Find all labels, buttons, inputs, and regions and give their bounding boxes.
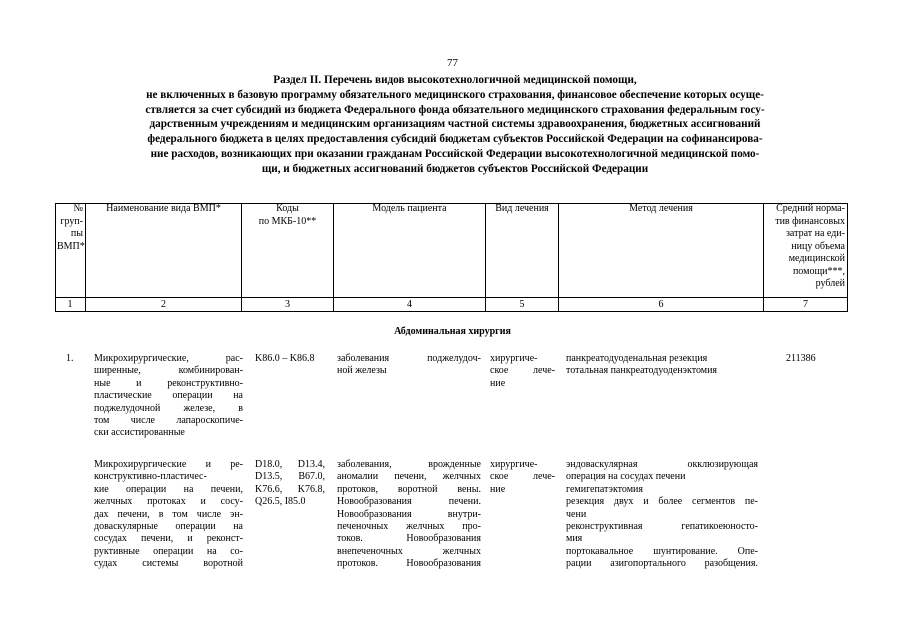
column-number: 4 [334, 298, 486, 311]
title-line: щи, и бюджетных ассигнований бюджетов субъектов Российской Федерации [261, 162, 649, 175]
row-treatment-type: хирургиче- ское лече- ние [490, 353, 555, 389]
header-vmp-name: Наименование вида ВМП* [86, 203, 242, 297]
title-line: Раздел II. Перечень видов высокотехнологичной медицинской помощи, [273, 74, 637, 86]
section-title [55, 73, 855, 177]
title-line: ствляется за счет субсидий из бюджета Федерального фонда обязательного медицинского страхования федеральным госу- [145, 103, 765, 116]
header-icd-codes: Коды по МКБ-10** [242, 203, 334, 297]
column-number: 1 [55, 298, 86, 311]
row-method: эндоваскулярная окклюзирующая операция на сосудах печени гемигепатэктомия резекция двух и более сегментов пе- чени реконструктивная гепатикоеюносто- мия портокавальное шунтирование. Опе- рации азигопортального разобщения. [566, 459, 758, 570]
row-icd-codes: K86.0 – K86.8 [255, 353, 315, 364]
row-method: панкреатодуоденальная резекция тотальная панкреатодуоденэктомия [566, 353, 718, 377]
row-icd-codes: D18.0, D13.4, D13.5, B67.0, K76.6, K76.8, Q26.5, I85.0 [255, 459, 325, 508]
number-row-divider [55, 311, 848, 312]
header-group-no: № груп- пы ВМП* [55, 203, 86, 297]
column-number: 5 [486, 298, 559, 311]
title-line: федерального бюджета в целях предоставления субсидий бюджетам субъектов Российской Федерации на софинансирова- [147, 133, 763, 146]
row-vmp-name: Микрохирургические и ре- конструктивно-пластичес- кие операции на печени, желчных протоках и сосу- дах печени, в том числе эн- доваскулярные операции на сосудах печени, и реконст- руктивные операции на со- судах системы воротной [94, 459, 243, 570]
column-number: 7 [764, 298, 848, 311]
row-patient-model: заболевания, врожденные аномалии печени, желчных протоков, воротной вены. Новообразования печени. Новообразования внутри- печеночных желчных про- токов. Новообразования внепеченочных желчных протоков. Новообразования [337, 459, 481, 570]
column-number: 2 [86, 298, 242, 311]
title-line: дарственным учреждениям и медицинским организациям частной системы здравоохранения, бюджетных ассигнований [149, 118, 761, 131]
header-patient-model: Модель пациента [334, 203, 486, 297]
section-heading: Абдоминальная хирургия [394, 326, 511, 337]
row-vmp-name: Микрохирургические, рас- ширенные, комбинирован- ные и реконструктивно- пластические операции на поджелудочной железе, в том числе лапароскопиче- ски ассистированные [94, 353, 243, 439]
page-number: 77 [447, 57, 458, 69]
title-line: не включенных в базовую программу обязательного медицинского страхования, финансовое обеспечение которых осуще- [146, 88, 764, 101]
row-norm-value: 211386 [786, 353, 816, 364]
header-method: Метод лечения [559, 203, 764, 297]
row-patient-model: заболевания поджелудоч- ной железы [337, 353, 481, 377]
column-number: 6 [559, 298, 764, 311]
header-norm: Средний норма- тив финансовых затрат на еди- ницу объема медицинской помощи***, рублей [764, 203, 848, 297]
header-treatment-type: Вид лечения [486, 203, 559, 297]
column-number: 3 [242, 298, 334, 311]
row-group-no: 1. [66, 353, 74, 364]
row-treatment-type: хирургиче- ское лече- ние [490, 459, 555, 495]
title-line: ние расходов, возникающих при оказании гражданам Российской Федерации высокотехнологичной медицинской помо- [150, 147, 760, 160]
